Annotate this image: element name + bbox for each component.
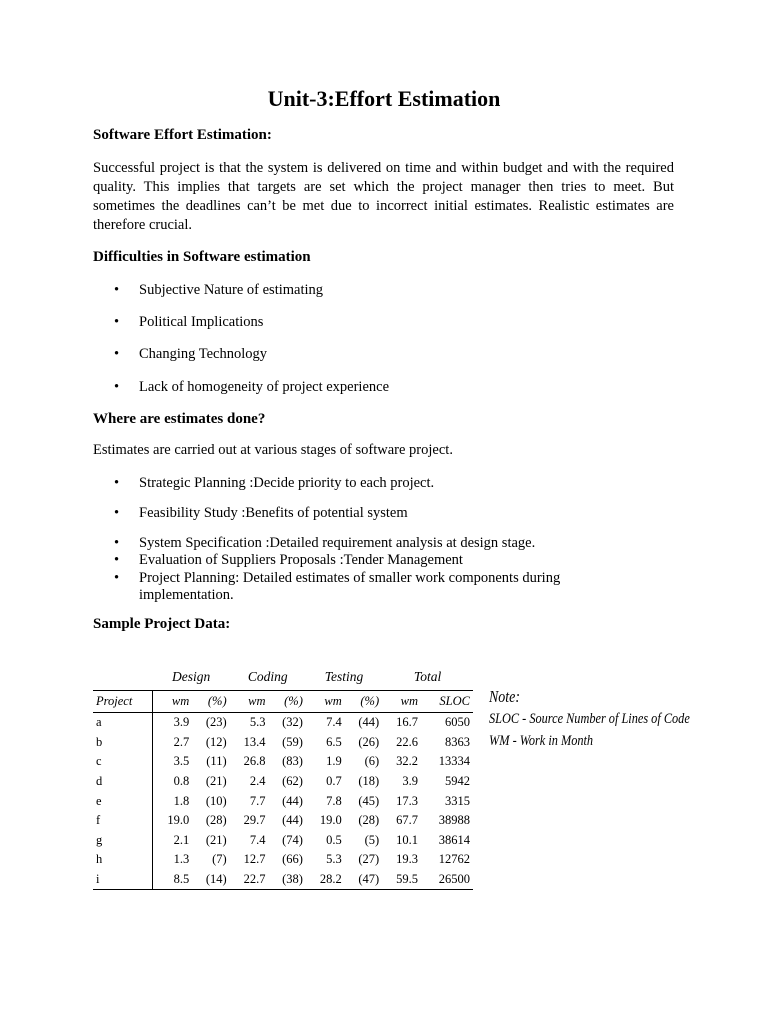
table-cell: 59.5 — [382, 870, 421, 890]
list-item: • Changing Technology — [114, 346, 267, 362]
table-cell: 1.9 — [326, 754, 342, 769]
table-cell: 7.8 — [326, 793, 342, 808]
col-header: SLOC — [421, 691, 473, 713]
page-title: Unit-3:Effort Estimation — [267, 86, 501, 111]
table-cell: 19.0 — [319, 813, 342, 828]
table-cell: 5942 — [445, 774, 470, 789]
table-row — [93, 733, 473, 753]
table-cell: (74) — [282, 832, 303, 847]
table-cell: 38614 — [438, 832, 470, 847]
table-cell: 29.7 — [243, 813, 266, 828]
project-label: a — [96, 715, 102, 730]
table-cell: (44) — [282, 793, 303, 808]
col-header: (%) — [345, 691, 382, 713]
col-header: wm — [306, 691, 345, 713]
sample-project-table — [93, 664, 473, 890]
table-cell: 0.7 — [326, 774, 342, 789]
estimates-intro: Estimates are carried out at various stages of software project. — [93, 442, 453, 458]
table-cell: 12.7 — [243, 852, 266, 867]
table-row — [93, 752, 473, 772]
list-item: • Lack of homogeneity of project experience — [114, 379, 390, 395]
list-item: • Political Implications — [114, 314, 264, 330]
table-column-header — [93, 691, 473, 713]
project-label: e — [96, 793, 102, 808]
project-label: c — [96, 754, 102, 769]
table-cell: (44) — [358, 715, 380, 730]
table-cell: 2.1 — [153, 831, 193, 851]
table-row — [93, 811, 473, 831]
table-cell: 7.7 — [249, 793, 266, 808]
table-cell: (23) — [205, 715, 227, 730]
table-cell: 8363 — [445, 734, 470, 749]
table-cell: 19.3 — [396, 852, 418, 867]
table-cell: 26500 — [421, 870, 473, 890]
table-cell: (28) — [358, 813, 380, 828]
table-cell: 3315 — [445, 793, 470, 808]
table-cell: (6) — [364, 754, 380, 769]
table-cell: 2.4 — [249, 774, 266, 789]
project-label: b — [96, 734, 103, 749]
list-item: • Evaluation of Suppliers Proposals :Tender Management — [114, 552, 463, 568]
table-group-header — [93, 664, 473, 691]
table-row — [93, 831, 473, 851]
table-cell: 17.3 — [396, 793, 418, 808]
group-testing: Testing — [324, 669, 364, 684]
table-cell: (66) — [282, 852, 303, 867]
table-cell: 10.1 — [396, 832, 418, 847]
project-label: d — [96, 774, 103, 789]
table-cell: (38) — [269, 870, 306, 890]
table-cell: 38988 — [438, 813, 470, 828]
heading-where-estimates: Where are estimates done? — [93, 411, 266, 427]
project-label: g — [96, 832, 103, 847]
table-row — [93, 850, 473, 870]
table-cell: 28.2 — [306, 870, 345, 890]
list-item: • Strategic Planning :Decide priority to each project. — [114, 475, 435, 491]
group-coding: Coding — [247, 669, 288, 684]
list-item: • Subjective Nature of estimating — [114, 282, 324, 298]
table-cell: 7.4 — [326, 715, 342, 730]
table-cell: (10) — [205, 793, 227, 808]
col-header: (%) — [269, 691, 306, 713]
table-cell: 5.3 — [326, 852, 342, 867]
table-cell: (28) — [205, 813, 227, 828]
table-cell: (12) — [205, 734, 227, 749]
table-cell: 0.8 — [153, 772, 193, 792]
table-cell: 3.9 — [402, 774, 418, 789]
table-cell: 6.5 — [326, 734, 342, 749]
table-cell: (26) — [358, 734, 380, 749]
table-cell: (62) — [282, 774, 303, 789]
table-cell: 19.0 — [153, 811, 193, 831]
col-header: wm — [230, 691, 269, 713]
group-total: Total — [413, 669, 442, 684]
table-cell: (21) — [205, 774, 227, 789]
table-row — [93, 772, 473, 792]
table-cell: 13334 — [438, 754, 470, 769]
list-item: • System Specification :Detailed requirement analysis at design stage. — [114, 535, 536, 551]
table-row — [93, 870, 473, 890]
group-design: Design — [172, 669, 211, 684]
intro-paragraph: Successful project is that the system is delivered on time and within budget and with the required quality. This implies that targets are set which the project manager then tries to meet. But sometimes the deadlines can’t be met due to incorrect initial estimates. Realistic estimates are therefore crucial. — [93, 160, 674, 233]
table-cell: (27) — [358, 852, 380, 867]
table-cell: (47) — [345, 870, 382, 890]
project-label: f — [96, 813, 101, 828]
table-cell: 16.7 — [396, 715, 418, 730]
table-cell: (7) — [212, 852, 227, 867]
table-cell: 7.4 — [249, 832, 266, 847]
table-cell: (32) — [282, 715, 303, 730]
table-cell: (14) — [192, 870, 229, 890]
table-cell: (18) — [358, 774, 380, 789]
table-cell: 13.4 — [243, 734, 266, 749]
table-cell: (83) — [282, 754, 303, 769]
table-cell: 22.6 — [396, 734, 418, 749]
table-cell: 2.7 — [153, 733, 193, 753]
table-cell: 26.8 — [243, 754, 266, 769]
table-cell: 67.7 — [396, 813, 418, 828]
project-label: i — [93, 870, 153, 890]
note-title: Note: — [489, 687, 520, 706]
heading-sample-project-data: Sample Project Data: — [93, 616, 231, 632]
table-cell: 3.9 — [153, 713, 193, 733]
col-header: wm — [153, 691, 193, 713]
table-cell: 8.5 — [153, 870, 193, 890]
table-row — [93, 791, 473, 811]
table-cell: (11) — [206, 754, 227, 769]
project-label: h — [96, 852, 103, 867]
table-cell: (45) — [358, 793, 380, 808]
table-note — [489, 686, 690, 752]
table-cell: 3.5 — [153, 752, 193, 772]
note-wm: WM - Work in Month — [489, 733, 594, 749]
table-cell: 0.5 — [326, 832, 342, 847]
table-cell: 32.2 — [396, 754, 418, 769]
table-cell: (44) — [282, 813, 303, 828]
note-sloc: SLOC - Source Number of Lines of Code — [489, 711, 690, 727]
table-cell: (5) — [364, 832, 380, 847]
table-cell: 5.3 — [249, 715, 266, 730]
heading-software-effort-estimation: Software Effort Estimation: — [93, 127, 272, 143]
table-cell: 6050 — [445, 715, 470, 730]
table-row — [93, 713, 473, 733]
table-cell: (59) — [282, 734, 303, 749]
list-item: • Project Planning: Detailed estimates of smaller work components during implementation. — [114, 570, 561, 603]
table-cell: 1.8 — [153, 791, 193, 811]
table-cell: 1.3 — [153, 850, 193, 870]
col-header: wm — [382, 691, 421, 713]
table-cell: (21) — [205, 832, 227, 847]
heading-difficulties: Difficulties in Software estimation — [93, 249, 311, 265]
list-item: • Feasibility Study :Benefits of potential system — [114, 505, 408, 521]
col-header: (%) — [192, 691, 229, 713]
table-cell: 12762 — [438, 852, 470, 867]
table-cell: 22.7 — [230, 870, 269, 890]
col-project: Project — [93, 691, 153, 713]
